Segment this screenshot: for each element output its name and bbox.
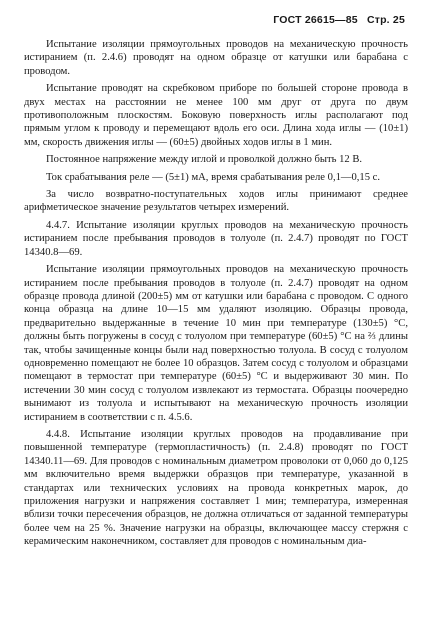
standard-number: ГОСТ 26615—85 (273, 14, 358, 26)
header-separator (361, 14, 364, 26)
document-body (24, 38, 408, 553)
section-4-4-8: 4.4.8. Испытание изоляции круглых проводов на продавливание при повышенной температуре (термопластичность) (п. 2.4.8) проводят по ГОСТ 14340.11—69. Для проводов с номинальным диаметром проволоки от 0,060 до 0,125 мм включительно время выдержки образцов при температуре, указанной в стандартах или технических условиях на провода конкретных марок, до приложения нагрузки и напряжения составляет 1 мин; температура, измеренная вблизи точки пересечения образцов, не должна отличаться от заданной температуры более чем на 25 %. Значение нагрузки на образцы, включающее массу стержня с керамическим наконечником, составляет для проводов с номинальным диа- (24, 428, 408, 548)
paragraph: Испытание проводят на скребковом приборе по большей стороне провода в двух местах на расстоянии не менее 100 мм друг от друга по двум противоположным плоскостям. Боковую поверхность иглы располагают под прямым углом к проводу и перемещают вдоль его оси. Длина хода иглы — (10±1) мм, скорость движения иглы — (60±5) двойных ходов иглы в 1 мин. (24, 83, 408, 148)
paragraph: Ток срабатывания реле — (5±1) мА, время срабатывания реле 0,1—0,15 с. (46, 171, 381, 183)
section-4-4-7: 4.4.7. Испытание изоляции круглых проводов на механическую прочность истиранием после пребывания проводов в толуоле (п. 2.4.7) проводят по ГОСТ 14340.8—69. (24, 219, 408, 258)
paragraph: За число возвратно-поступательных ходов иглы принимают среднее арифметическое значение результатов четырех измерений. (24, 189, 408, 214)
paragraph: Испытание изоляции прямоугольных проводов на механическую прочность истиранием (п. 2.4.6) проводят на одном образце от катушки или барабана с проводом. (24, 39, 408, 77)
page-number: Стр. 25 (366, 14, 405, 26)
paragraph: Испытание изоляции прямоугольных проводов на механическую прочность истиранием после пребывания проводов в толуоле (п. 2.4.7) проводят на одном образце провода длиной (200±5) мм от катушки или барабана с проводом. С одного конца образца на длине 10—15 мм удаляют изоляцию. Образцы провода, предварительно выдержанные в течение 10 мин при температуре (130±5) °С, должны быть погружены в сосуд с толуолом при температуре (60±5) °С на ⅔ длины так, чтобы зачищенные концы были над поверхностью толуола. В сосуд с толуолом одновременно помещают не более 10 образцов. Затем сосуд с толуолом и образцами помещают в термостат при температуре (60±5) °С и выдерживают 30 мин. По истечении 30 мин сосуд с толуолом извлекают из термостата. Образцы поочередно вынимают из толуола и испытывают на механическую прочность изоляции истиранием в соответствии с п. 4.5.6. (24, 264, 408, 423)
paragraph: Постоянное напряжение между иглой и проволкой должно быть 12 В. (46, 154, 363, 166)
page-header (273, 14, 405, 26)
